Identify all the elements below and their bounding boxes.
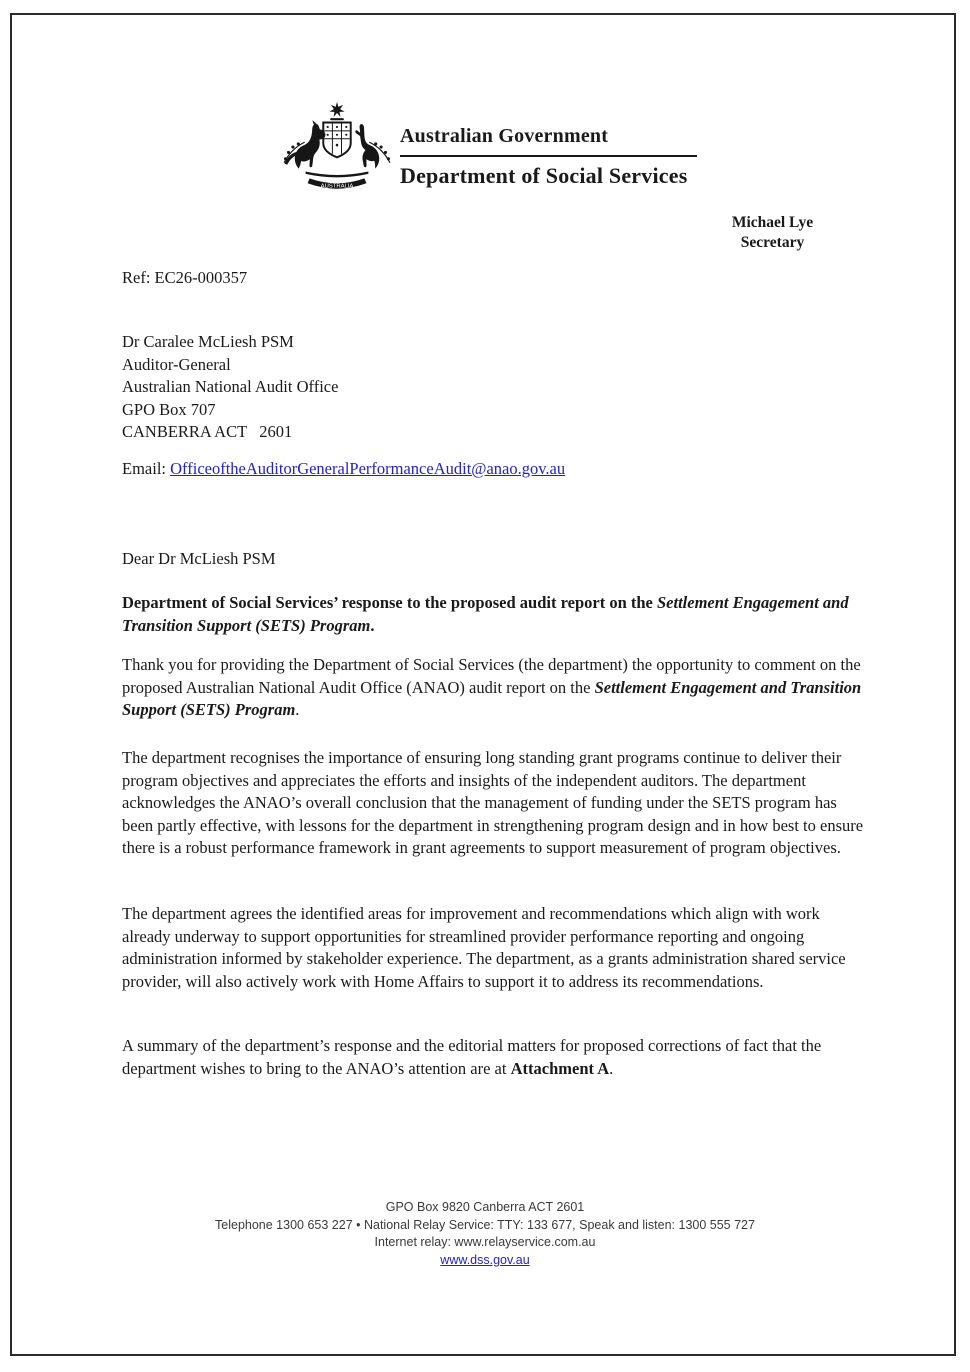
footer-internet-relay: Internet relay: www.relayservice.com.au <box>374 1235 596 1250</box>
government-title: Australian Government <box>400 125 609 147</box>
recipient-name: Dr Caralee McLiesh PSM <box>122 332 294 351</box>
paragraph1-program-name: Settlement Engagement and Transition Support (SETS) Program <box>122 677 862 720</box>
subject-lead: Department of Social Services’ response to the proposed audit report on the <box>122 593 657 612</box>
subject-period: . <box>370 615 375 635</box>
paragraph4-attachment: Attachment A <box>510 1058 610 1078</box>
signatory-block <box>690 213 855 253</box>
australian-coat-of-arms-icon <box>278 100 396 198</box>
paragraph1-period: . <box>295 700 300 720</box>
paragraph-thank-you <box>122 654 867 722</box>
email-label: Email: <box>122 459 171 478</box>
crest-banner-text: AUSTRALIA <box>320 183 354 190</box>
paragraph4-period: . <box>609 1058 614 1078</box>
department-title: Department of Social Services <box>400 163 688 188</box>
reference-number: Ref: EC26-000357 <box>122 268 248 287</box>
signatory-title: Secretary <box>740 234 805 251</box>
recipient-po-box: GPO Box 707 <box>122 399 216 419</box>
footer-website-link[interactable]: www.dss.gov.au <box>440 1252 530 1267</box>
subject-line <box>122 592 867 637</box>
signatory-name: Michael Lye <box>731 214 814 231</box>
paragraph4-lead: A summary of the department’s response and the editorial matters for proposed corrections of fact that the department wishes to bring to the ANAO’s attention are at <box>122 1036 822 1078</box>
footer-telephone: Telephone 1300 653 227 • National Relay Service: TTY: 133 677, Speak and listen: 1300 555 727 <box>215 1217 755 1232</box>
recipient-city: CANBERRA ACT 2601 <box>122 422 293 442</box>
salutation: Dear Dr McLiesh PSM <box>122 549 276 568</box>
recipient-organisation: Australian National Audit Office <box>122 377 339 397</box>
subject-program-name: Settlement Engagement and Transition Support (SETS) Program <box>122 593 849 635</box>
paragraph-recognition: The department recognises the importance of ensuring long standing grant programs continue to deliver their program objectives and appreciates the efforts and insights of the independent auditors. The department acknowledges the ANAO’s overall conclusion that the management of funding under the SETS program has been partly effective, with lessons for the department in strengthening program design and in how best to ensure there is a robust performance framework in grant agreements to support measurement of program objectives. <box>122 748 864 858</box>
email-line <box>122 459 565 479</box>
paragraph1-lead: Thank you for providing the Department of Social Services (the department) the opportunity to comment on the proposed Australian National Audit Office (ANAO) audit report on the <box>122 655 861 697</box>
recipient-title: Auditor-General <box>122 354 231 374</box>
masthead-divider <box>400 155 697 157</box>
paragraph-agreement: The department agrees the identified areas for improvement and recommendations which align with work already underway to support opportunities for streamlined provider performance reporting and ongoing administration informed by stakeholder experience. The department, as a grants administration shared service provider, will also actively work with Home Affairs to support it to address its recommendations. <box>122 904 846 991</box>
recipient-address <box>122 331 338 444</box>
masthead <box>400 125 710 189</box>
paragraph-summary <box>122 1035 867 1080</box>
email-link[interactable]: OfficeoftheAuditorGeneralPerformanceAudit@anao.gov.au <box>170 459 566 478</box>
letter-footer <box>0 1199 970 1269</box>
footer-address: GPO Box 9820 Canberra ACT 2601 <box>385 1200 585 1214</box>
